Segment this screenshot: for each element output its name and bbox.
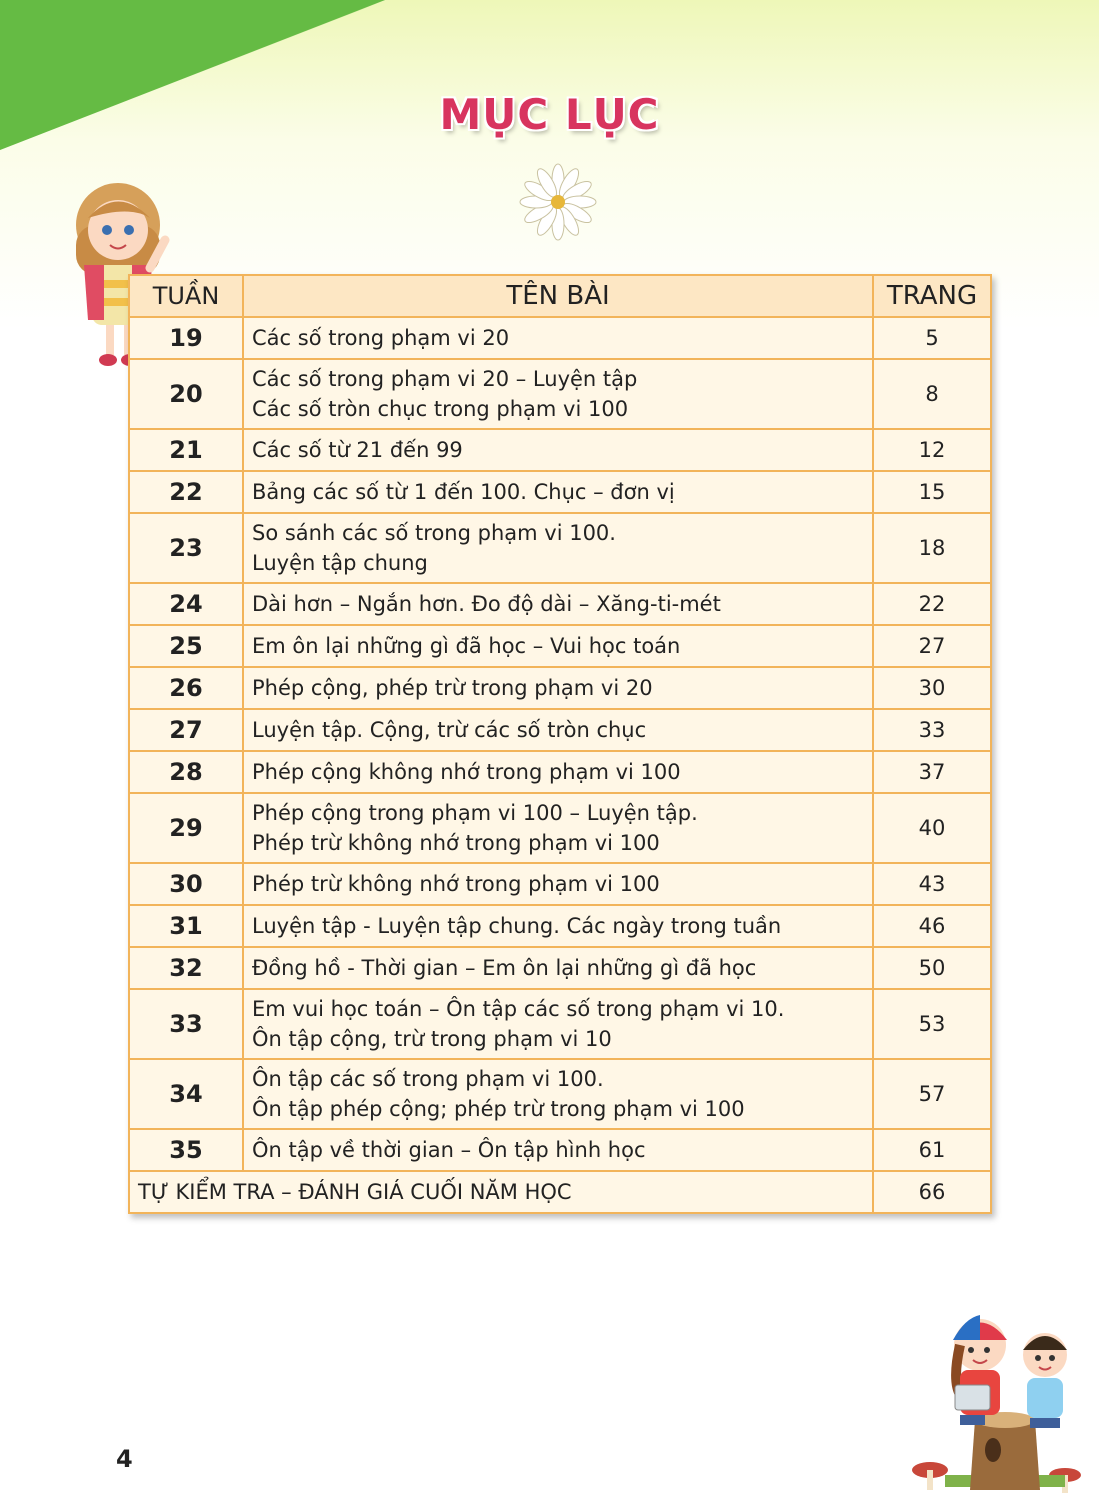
table-row [129,1129,991,1171]
week-number: 23 [129,513,243,583]
lesson-line: Ôn tập phép cộng; phép trừ trong phạm vi 100 [252,1097,745,1121]
lesson-line: Đồng hồ - Thời gian – Em ôn lại những gì đã học [252,956,757,980]
week-number: 30 [129,863,243,905]
lesson-name [243,1059,873,1129]
table-row [129,793,991,863]
lesson-line: Phép cộng không nhớ trong phạm vi 100 [252,760,681,784]
page-ref: 57 [873,1059,991,1129]
table-row [129,863,991,905]
table-row [129,1059,991,1129]
lesson-line: Các số trong phạm vi 20 [252,326,510,350]
lesson-line: Ôn tập về thời gian – Ôn tập hình học [252,1138,646,1162]
page-ref: 53 [873,989,991,1059]
table-row [129,709,991,751]
week-number: 31 [129,905,243,947]
week-number: 27 [129,709,243,751]
lesson-name [243,989,873,1059]
table-body [129,317,991,1171]
week-number: 22 [129,471,243,513]
kids-illustration [905,1300,1090,1495]
week-number: 21 [129,429,243,471]
lesson-name [243,359,873,429]
lesson-line: Bảng các số từ 1 đến 100. Chục – đơn vị [252,480,675,504]
week-number: 35 [129,1129,243,1171]
table-header-row [129,275,991,317]
week-number: 34 [129,1059,243,1129]
lesson-line: Phép trừ không nhớ trong phạm vi 100 [252,872,660,896]
table-row [129,667,991,709]
page-ref: 33 [873,709,991,751]
page-ref: 46 [873,905,991,947]
lesson-line: Luyện tập chung [252,551,428,575]
footer-label: TỰ KIỂM TRA – ĐÁNH GIÁ CUỐI NĂM HỌC [129,1171,873,1213]
header-name: TÊN BÀI [243,275,873,317]
lesson-line: Ôn tập các số trong phạm vi 100. [252,1067,604,1091]
page-ref: 37 [873,751,991,793]
lesson-line: Luyện tập. Cộng, trừ các số tròn chục [252,718,647,742]
lesson-line: Phép cộng trong phạm vi 100 – Luyện tập. [252,801,698,825]
lesson-name [243,471,873,513]
table-row [129,317,991,359]
page-ref: 15 [873,471,991,513]
lesson-line: Em vui học toán – Ôn tập các số trong phạm vi 10. [252,997,785,1021]
week-number: 25 [129,625,243,667]
table-row [129,429,991,471]
header-week: TUẦN [129,275,243,317]
table-row [129,583,991,625]
table-row [129,989,991,1059]
table-row [129,359,991,429]
lesson-name [243,947,873,989]
lesson-line: Luyện tập - Luyện tập chung. Các ngày trong tuần [252,914,782,938]
daisy-flower-icon [518,162,598,242]
table-row [129,947,991,989]
table-row [129,751,991,793]
page-ref: 27 [873,625,991,667]
week-number: 33 [129,989,243,1059]
week-number: 26 [129,667,243,709]
header-page: TRANG [873,275,991,317]
lesson-name [243,667,873,709]
lesson-name [243,625,873,667]
table-footer-row [129,1171,991,1213]
week-number: 29 [129,793,243,863]
table-row [129,905,991,947]
week-number: 19 [129,317,243,359]
lesson-name [243,793,873,863]
footer-page: 66 [873,1171,991,1213]
table-row [129,513,991,583]
page-title: MỤC LỤC [439,90,660,139]
lesson-name [243,905,873,947]
week-number: 32 [129,947,243,989]
page-ref: 12 [873,429,991,471]
page-number: 4 [116,1445,133,1473]
lesson-name [243,429,873,471]
week-number: 20 [129,359,243,429]
week-number: 28 [129,751,243,793]
lesson-name [243,751,873,793]
lesson-line: Các số từ 21 đến 99 [252,438,463,462]
lesson-line: Em ôn lại những gì đã học – Vui học toán [252,634,681,658]
week-number: 24 [129,583,243,625]
lesson-line: Ôn tập cộng, trừ trong phạm vi 10 [252,1027,612,1051]
lesson-line: Dài hơn – Ngắn hơn. Đo độ dài – Xăng-ti-mét [252,592,721,616]
lesson-line: Phép cộng, phép trừ trong phạm vi 20 [252,676,653,700]
page-ref: 30 [873,667,991,709]
lesson-name [243,709,873,751]
page-ref: 61 [873,1129,991,1171]
table-row [129,625,991,667]
page-ref: 18 [873,513,991,583]
lesson-line: Phép trừ không nhớ trong phạm vi 100 [252,831,660,855]
table-of-contents [128,274,992,1214]
lesson-line: Các số trong phạm vi 20 – Luyện tập [252,367,638,391]
lesson-name [243,863,873,905]
page-ref: 22 [873,583,991,625]
lesson-name [243,513,873,583]
page-ref: 43 [873,863,991,905]
lesson-name [243,583,873,625]
lesson-line: So sánh các số trong phạm vi 100. [252,521,616,545]
table-row [129,471,991,513]
lesson-name [243,317,873,359]
lesson-name [243,1129,873,1171]
lesson-line: Các số tròn chục trong phạm vi 100 [252,397,629,421]
page-ref: 40 [873,793,991,863]
page-ref: 5 [873,317,991,359]
page-ref: 50 [873,947,991,989]
page-ref: 8 [873,359,991,429]
